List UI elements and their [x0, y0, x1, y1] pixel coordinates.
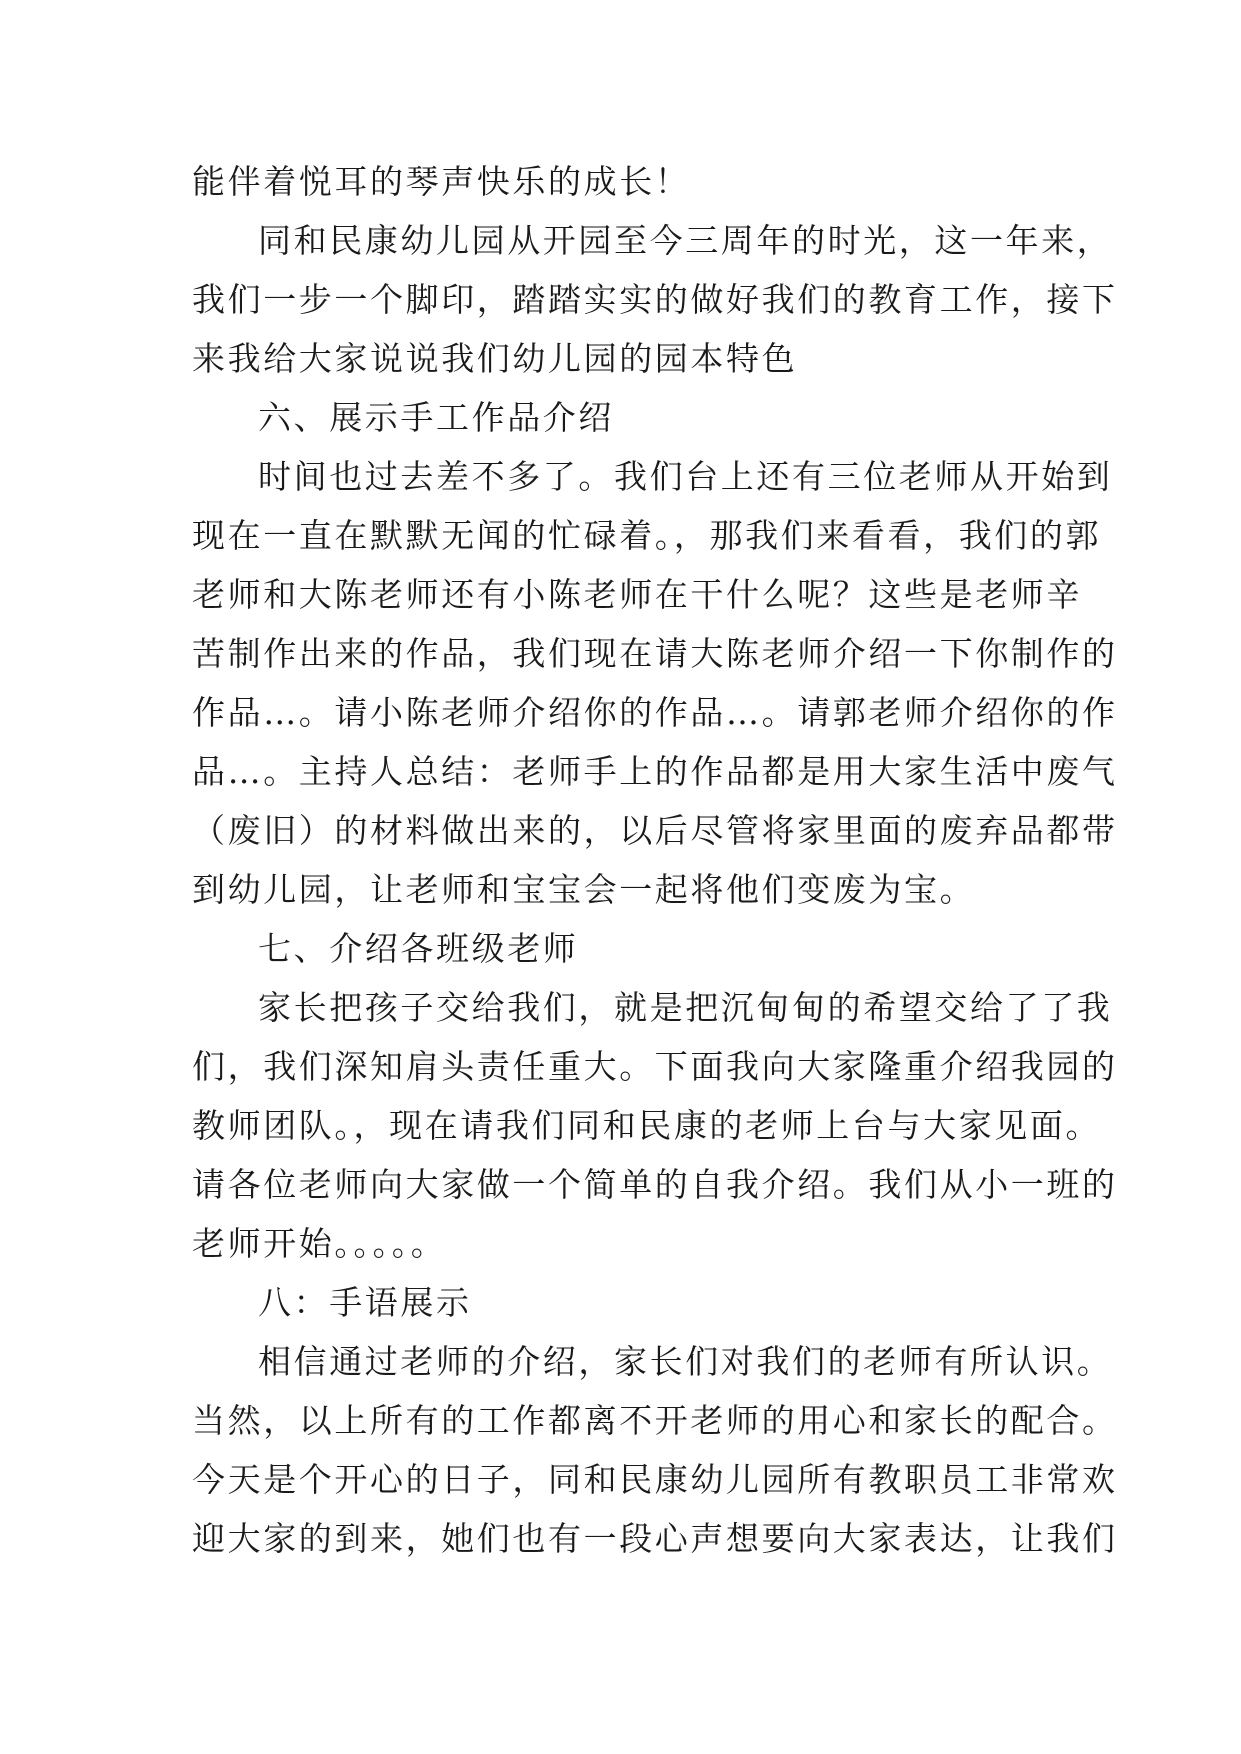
text-line: 我们一步一个脚印，踏踏实实的做好我们的教育工作，接下: [192, 280, 1118, 319]
text-line: 当然，以上所有的工作都离不开老师的用心和家长的配合。: [192, 1401, 1118, 1440]
text-line: 老师开始。。。。。: [192, 1224, 447, 1263]
text-line: 能伴着悦耳的琴声快乐的成长！: [192, 162, 691, 201]
text-line: 们，我们深知肩头责任重大。下面我向大家隆重介绍我园的: [192, 1047, 1118, 1086]
text-line: 迎大家的到来，她们也有一段心声想要向大家表达，让我们: [192, 1519, 1118, 1558]
text-line: 品…。主持人总结：老师手上的作品都是用大家生活中废气: [192, 752, 1118, 791]
text-line: 老师和大陈老师还有小陈老师在干什么呢？这些是老师辛: [192, 575, 1082, 614]
paragraph-start-line: 家长把孩子交给我们，就是把沉甸甸的希望交给了了我: [258, 988, 1113, 1027]
text-line: 教师团队。，现在请我们同和民康的老师上台与大家见面。: [192, 1106, 1102, 1145]
text-line: 今天是个开心的日子，同和民康幼儿园所有教职员工非常欢: [192, 1460, 1118, 1499]
paragraph-start-line: 相信通过老师的介绍，家长们对我们的老师有所认识。: [258, 1342, 1113, 1381]
text-line: 到幼儿园，让老师和宝宝会一起将他们变废为宝。: [192, 870, 976, 909]
text-line: 请各位老师向大家做一个简单的自我介绍。我们从小一班的: [192, 1165, 1118, 1204]
text-line: 来我给大家说说我们幼儿园的园本特色: [192, 339, 798, 378]
text-line: 现在一直在默默无闻的忙碌着。，那我们来看看，我们的郭: [192, 516, 1102, 555]
section-heading: 七、介绍各班级老师: [258, 929, 579, 968]
section-heading: 六、展示手工作品介绍: [258, 398, 614, 437]
paragraph-start-line: 同和民康幼儿园从开园至今三周年的时光，这一年来，: [258, 221, 1113, 260]
section-heading: 八：手语展示: [258, 1283, 472, 1322]
text-line: 苦制作出来的作品，我们现在请大陈老师介绍一下你制作的: [192, 634, 1118, 673]
document-body: [192, 152, 1118, 1568]
text-line: （废旧）的材料做出来的，以后尽管将家里面的废弃品都带: [192, 811, 1118, 850]
text-line: 作品…。请小陈老师介绍你的作品…。请郭老师介绍你的作: [192, 693, 1118, 732]
paragraph-start-line: 时间也过去差不多了。我们台上还有三位老师从开始到: [258, 457, 1113, 496]
